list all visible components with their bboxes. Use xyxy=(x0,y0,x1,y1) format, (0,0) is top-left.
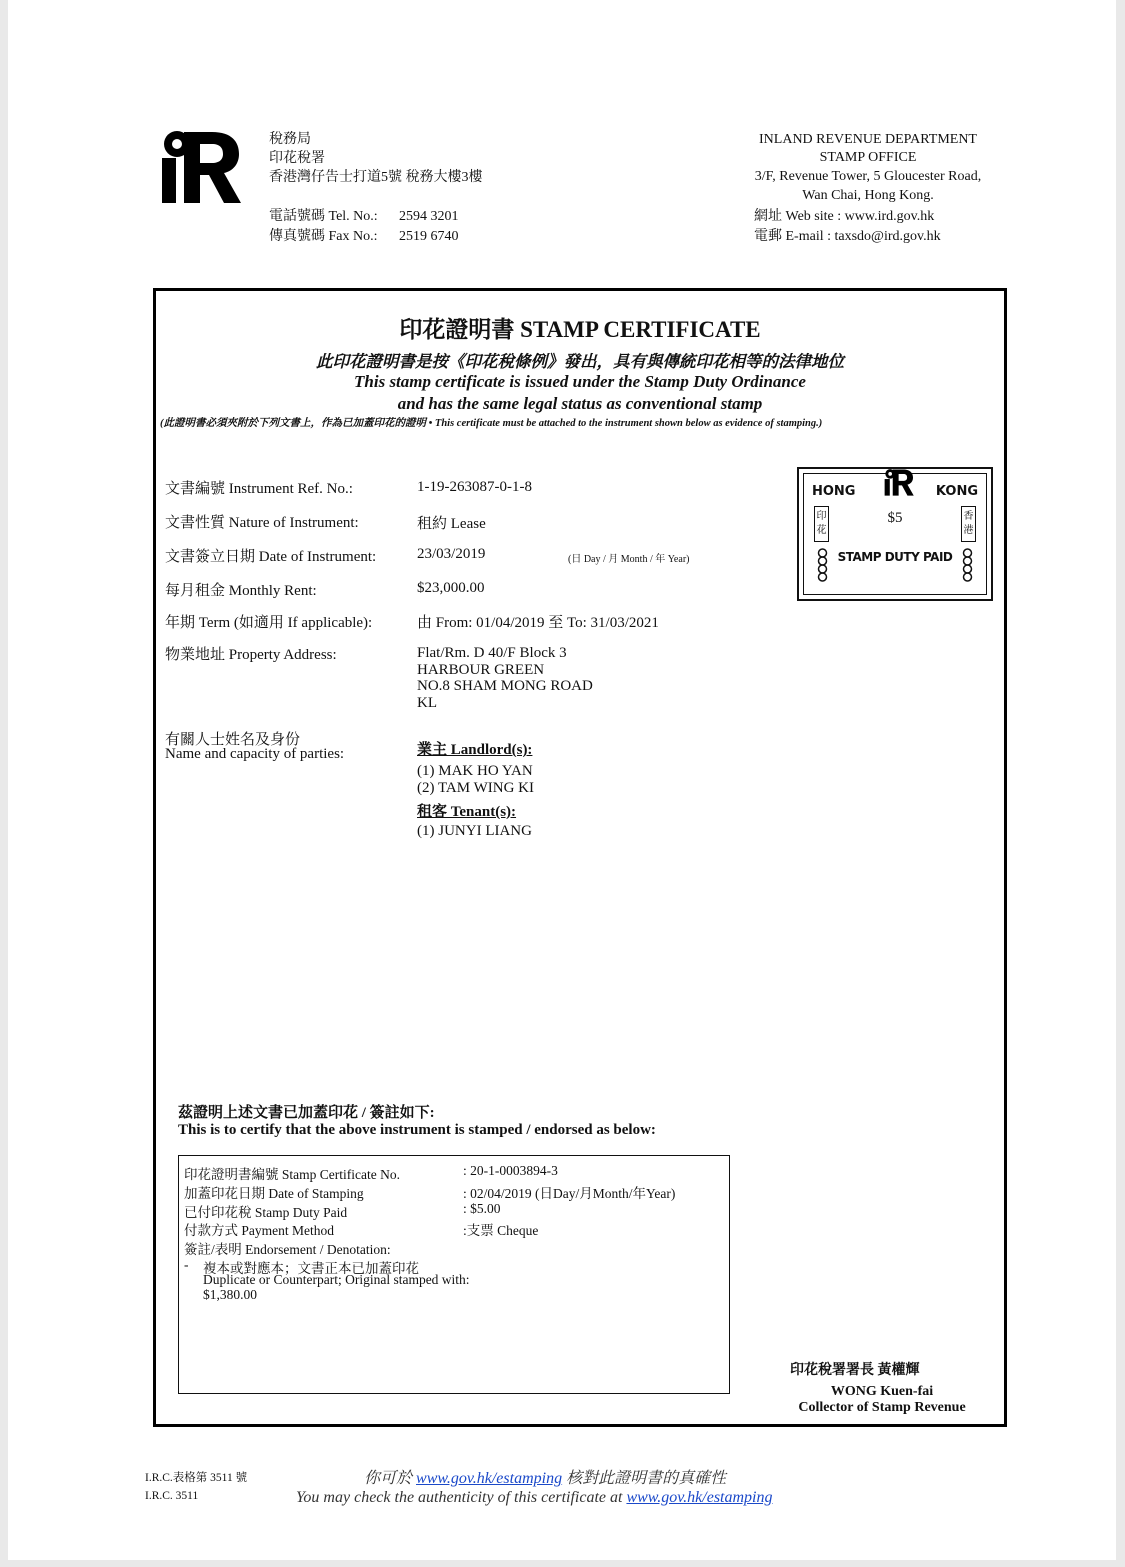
check-authenticity-en xyxy=(296,1489,773,1507)
endorsement-label: 簽註/表明 Endorsement / Denotation: xyxy=(184,1242,391,1257)
header-dept-en: INLAND REVENUE DEPARTMENT xyxy=(759,132,977,147)
header-office-zh: 印花稅署 xyxy=(269,151,325,166)
term-label: 年期 Term (如適用 If applicable): xyxy=(165,615,373,631)
certify-zh: 茲證明上述文書已加蓋印花 / 簽註如下: xyxy=(178,1105,435,1121)
estamping-link[interactable]: www.gov.hk/estamping xyxy=(416,1470,563,1487)
cert-no-label: 印花證明書編號 Stamp Certificate No. xyxy=(184,1167,400,1182)
endorsement-amount: $1,380.00 xyxy=(203,1287,257,1302)
signatory-title-en: Collector of Stamp Revenue xyxy=(798,1400,966,1415)
website-label: 網址 Web site : xyxy=(754,209,842,224)
rent-label: 每月租金 Monthly Rent: xyxy=(165,583,317,599)
date-value: 23/03/2019 xyxy=(417,546,486,562)
website-link[interactable]: www.ird.gov.hk xyxy=(844,209,935,224)
email-label: 電郵 E-mail : xyxy=(754,229,831,244)
certificate-subtitle-en2: and has the same legal status as conventional stamp xyxy=(397,394,763,413)
duty-paid-value: : $5.00 xyxy=(463,1201,501,1216)
term-value: 由 From: 01/04/2019 至 To: 31/03/2021 xyxy=(417,615,659,631)
parties-label-en: Name and capacity of parties: xyxy=(165,746,345,762)
stamp-left-tag: 印花 xyxy=(814,506,829,542)
address-line: KL xyxy=(417,695,437,711)
payment-method-label: 付款方式 Payment Method xyxy=(184,1223,334,1238)
address-line: HARBOUR GREEN xyxy=(417,662,545,678)
website-row xyxy=(754,207,934,226)
header-dept-zh: 稅務局 xyxy=(269,132,311,147)
stamp-duty-paid-mark xyxy=(797,467,993,601)
tel-label: 電話號碼 Tel. No.: xyxy=(269,209,378,224)
landlord-entry: (1) MAK HO YAN xyxy=(417,763,533,779)
ird-logo-icon xyxy=(160,128,242,204)
parties-label-zh: 有關人士姓名及身份 xyxy=(165,732,301,748)
stamping-date-value: : 02/04/2019 (日Day/月Month/年Year) xyxy=(463,1186,676,1201)
address-line: NO.8 SHAM MONG ROAD xyxy=(417,678,593,694)
endorsement-dash: - xyxy=(184,1257,189,1272)
address-line: Flat/Rm. D 40/F Block 3 xyxy=(417,645,567,661)
certificate-subtitle-en1: This stamp certificate is issued under the Stamp Duty Ordinance xyxy=(354,372,806,391)
check-zh-pre: 你可於 xyxy=(364,1470,413,1487)
date-format-hint: (日 Day / 月 Month / 年 Year) xyxy=(568,554,690,565)
landlord-entry: (2) TAM WING KI xyxy=(417,780,534,796)
tel-number: 2594 3201 xyxy=(399,209,459,224)
fax-number: 2519 6740 xyxy=(399,229,459,244)
stamp-kong-text: KONG xyxy=(935,484,978,499)
form-number-zh: I.R.C.表格第 3511 號 xyxy=(145,1472,248,1484)
stamp-right-tag: 香港 xyxy=(961,506,976,542)
estamping-link-en[interactable]: www.gov.hk/estamping xyxy=(626,1489,773,1506)
rent-value: $23,000.00 xyxy=(417,580,485,596)
fax-label: 傳真號碼 Fax No.: xyxy=(269,229,378,244)
form-number-en: I.R.C. 3511 xyxy=(145,1490,199,1502)
header-office-en: STAMP OFFICE xyxy=(819,150,917,165)
stamping-date-label: 加蓋印花日期 Date of Stamping xyxy=(184,1186,364,1201)
email-row xyxy=(754,227,941,246)
check-en-pre: You may check the authenticity of this certificate at xyxy=(296,1489,623,1506)
header-address-zh: 香港灣仔告士打道5號 稅務大樓3樓 xyxy=(269,170,483,185)
nature-label: 文書性質 Nature of Instrument: xyxy=(165,515,359,531)
stamp-caption: STAMP DUTY PAID xyxy=(837,550,953,564)
certificate-subtitle-zh: 此印花證明書是按《印花稅條例》發出，具有與傳統印花相等的法律地位 xyxy=(316,352,844,371)
tenant-heading: 租客 Tenant(s): xyxy=(417,804,517,820)
ref-label: 文書編號 Instrument Ref. No.: xyxy=(165,481,353,497)
address-label: 物業地址 Property Address: xyxy=(165,647,337,663)
check-zh-post: 核對此證明書的真確性 xyxy=(566,1470,727,1487)
signatory-title-zh: 印花稅署署長 黃權輝 xyxy=(790,1363,920,1378)
cert-no-value: : 20-1-0003894-3 xyxy=(463,1163,558,1178)
header-address-line2: Wan Chai, Hong Kong. xyxy=(802,188,934,203)
stamp-hong-text: HONG xyxy=(812,484,856,499)
date-label: 文書簽立日期 Date of Instrument: xyxy=(165,549,377,565)
check-authenticity-zh xyxy=(364,1465,726,1488)
nature-value: 租約 Lease xyxy=(417,516,486,532)
ref-value: 1-19-263087-0-1-8 xyxy=(417,479,532,495)
endorsement-en: Duplicate or Counterpart; Original stamped with: xyxy=(203,1272,470,1287)
endorsement-zh: 複本或對應本；文書正本已加蓋印花 xyxy=(203,1261,419,1276)
certificate-frame xyxy=(153,288,1007,1427)
certificate-note: (此證明書必須夾附於下列文書上，作為已加蓋印花的證明 • This certificate must be attached to the instrument shown below as evidence of stamping.) xyxy=(160,418,823,429)
stamp-amount: $5 xyxy=(887,510,903,526)
payment-method-value: :支票 Cheque xyxy=(463,1223,539,1238)
certificate-title: 印花證明書 STAMP CERTIFICATE xyxy=(399,317,761,342)
signatory-name: WONG Kuen-fai xyxy=(830,1384,934,1399)
certify-en: This is to certify that the above instrument is stamped / endorsed as below: xyxy=(178,1122,656,1138)
email-link[interactable]: taxsdo@ird.gov.hk xyxy=(834,229,941,244)
header-address-line1: 3/F, Revenue Tower, 5 Gloucester Road, xyxy=(754,169,982,184)
stamping-details-box xyxy=(178,1155,730,1394)
tenant-entry: (1) JUNYI LIANG xyxy=(417,823,532,839)
document-page xyxy=(8,0,1116,1560)
landlord-heading: 業主 Landlord(s): xyxy=(417,742,533,758)
stamp-ird-logo-icon xyxy=(882,468,916,496)
duty-paid-label: 已付印花稅 Stamp Duty Paid xyxy=(184,1205,348,1220)
